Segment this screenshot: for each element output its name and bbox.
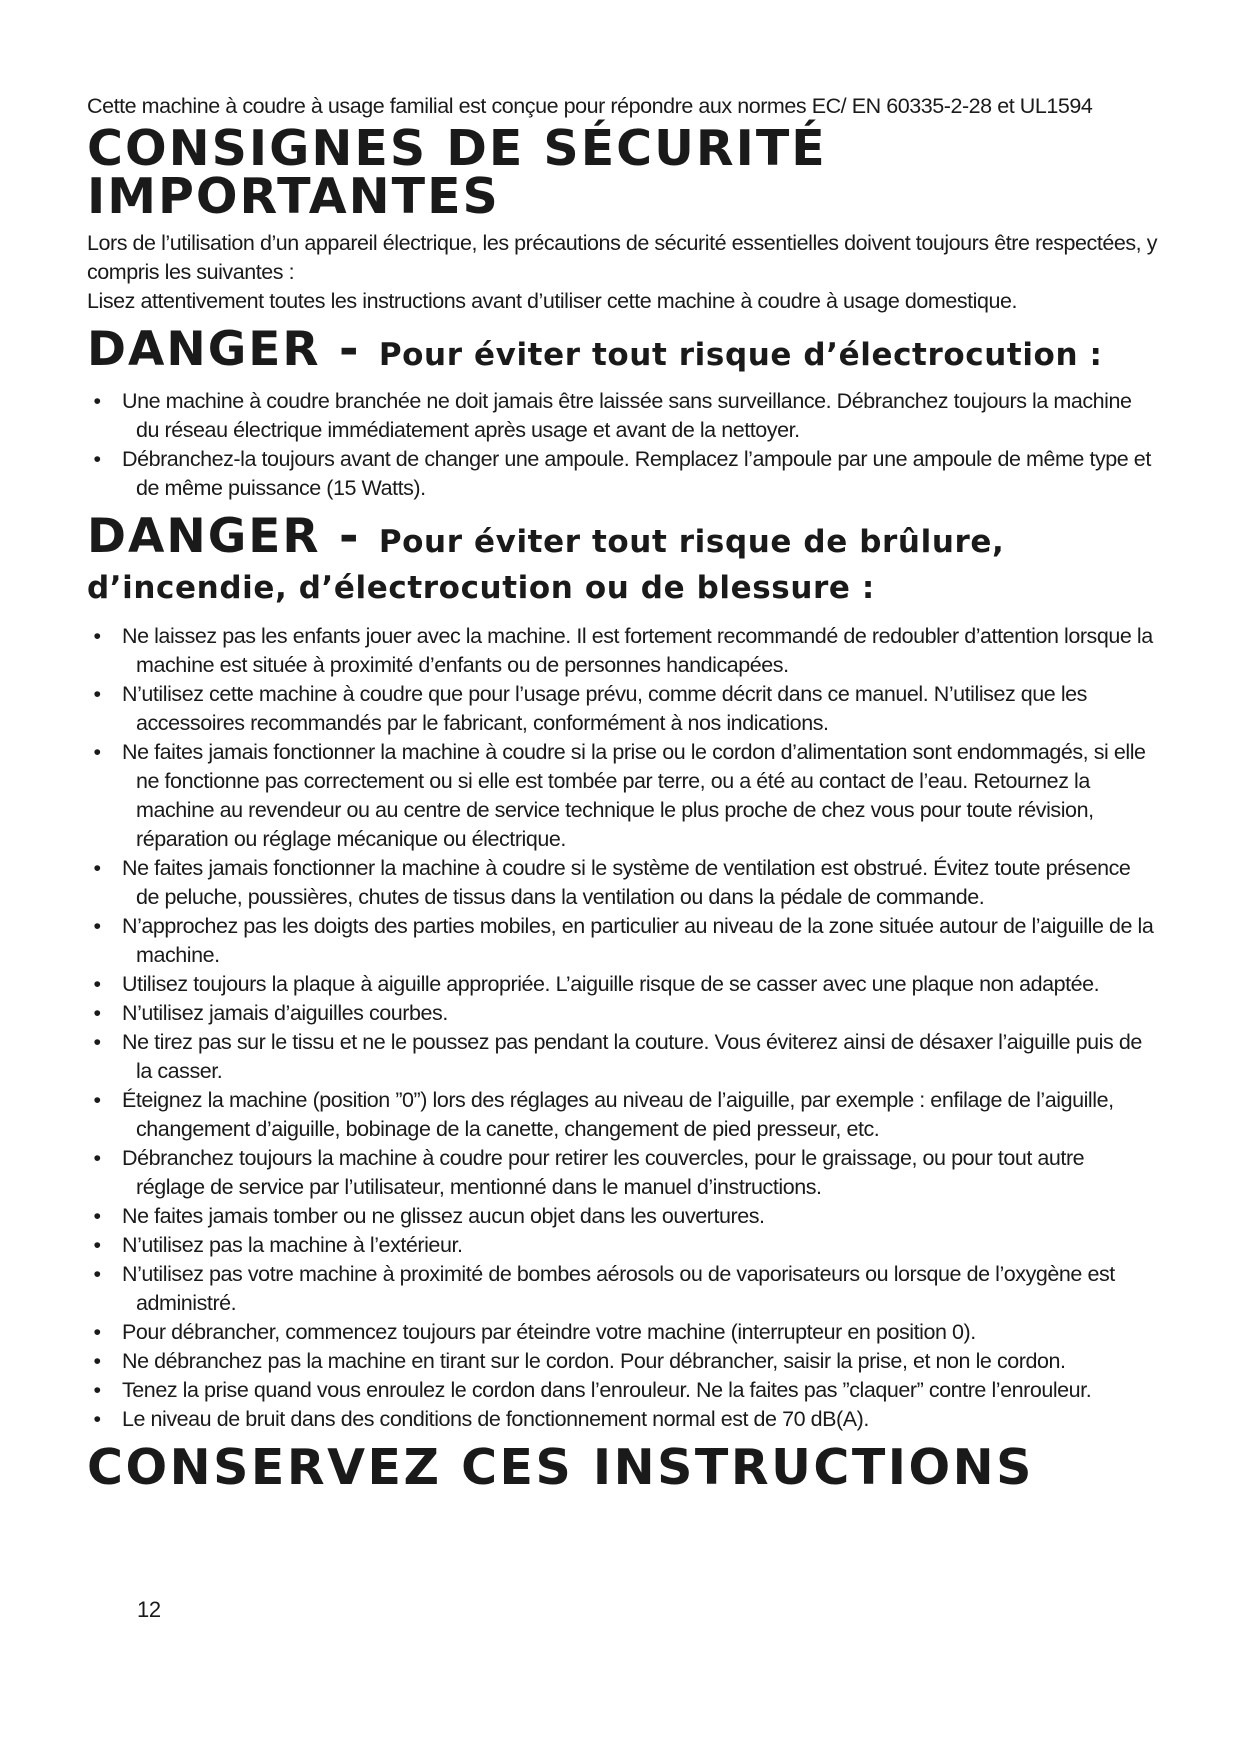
list-item: • N’approchez pas les doigts des parties mobiles, en particulier au niveau de la zone située autour de l’aiguille de la machine. — [87, 912, 1157, 970]
list-item: • Le niveau de bruit dans des conditions de fonctionnement normal est de 70 dB(A). — [87, 1405, 1157, 1434]
bullet-icon: • — [93, 1204, 101, 1228]
list-item: • Ne faites jamais fonctionner la machine à coudre si la prise ou le cordon d’alimentation sont endommagés, si elle ne fonctionne pas correctement ou si elle est tombée par terre, ou a été au contact de l’eau. Retournez la machine au revendeur ou au centre de service technique le plus proche de chez vous pour toute révision, réparation ou réglage mécanique ou électrique. — [87, 738, 1157, 854]
bullet-icon: • — [93, 1407, 101, 1431]
list-item: • N’utilisez jamais d’aiguilles courbes. — [87, 999, 1157, 1028]
preamble-paragraph: Lors de l’utilisation d’un appareil électrique, les précautions de sécurité essentielles doivent toujours être respectées, y compris les suivantes : — [87, 231, 1158, 284]
document-page — [87, 92, 1157, 1498]
danger-label: DANGER - — [87, 509, 379, 564]
list-item: • Ne laissez pas les enfants jouer avec la machine. Il est fortement recommandé de redoubler d’attention lorsque la machine est située à proximité d’enfants ou de personnes handicapées. — [87, 622, 1157, 680]
page-title-line-2: IMPORTANTES — [87, 168, 500, 225]
list-item: • Débranchez-la toujours avant de changer une ampoule. Remplacez l’ampoule par une ampoule de même type et de même puissance (15 Watts). — [87, 445, 1157, 503]
intro-text: Cette machine à coudre à usage familial est conçue pour répondre aux normes EC/ EN 60335-2-28 et UL1594 — [87, 94, 1093, 118]
bullet-icon: • — [93, 624, 101, 648]
danger-subtitle: Pour éviter tout risque d’électrocution : — [378, 337, 1103, 373]
list-item: • Ne débranchez pas la machine en tirant sur le cordon. Pour débrancher, saisir la prise, et non le cordon. — [87, 1347, 1157, 1376]
bullet-icon: • — [93, 856, 101, 880]
bullet-icon: • — [93, 682, 101, 706]
bullet-icon: • — [93, 1088, 101, 1112]
list-item: • N’utilisez pas votre machine à proximité de bombes aérosols ou de vaporisateurs ou lorsque de l’oxygène est administré. — [87, 1260, 1157, 1318]
list-item: • N’utilisez pas la machine à l’extérieur. — [87, 1231, 1157, 1260]
list-item: • Ne faites jamais fonctionner la machine à coudre si le système de ventilation est obstrué. Évitez toute présence de peluche, poussières, chutes de tissus dans la ventilation ou dans la pédale de commande. — [87, 854, 1157, 912]
bullet-icon: • — [93, 914, 101, 938]
bullet-icon: • — [93, 447, 101, 471]
closing-heading: CONSERVEZ CES INSTRUCTIONS — [87, 1439, 1034, 1496]
bullet-icon: • — [93, 1001, 101, 1025]
bullet-icon: • — [93, 1349, 101, 1373]
danger-electrocution-list — [87, 387, 1157, 503]
bullet-icon: • — [93, 1320, 101, 1344]
bullet-icon: • — [93, 972, 101, 996]
danger-label: DANGER - — [87, 322, 379, 377]
list-item: • Ne tirez pas sur le tissu et ne le poussez pas pendant la couture. Vous éviterez ainsi de désaxer l’aiguille puis de la casser. — [87, 1028, 1157, 1086]
list-item: • Débranchez toujours la machine à coudre pour retirer les couvercles, pour le graissage, ou pour tout autre réglage de service par l’utilisateur, mentionné dans le manuel d’instructions. — [87, 1144, 1157, 1202]
page-number: 12 — [137, 1597, 161, 1622]
danger-burn-fire-list — [87, 622, 1157, 1434]
bullet-icon: • — [93, 740, 101, 764]
danger-subtitle: Pour éviter tout risque de brûlure, — [378, 524, 1005, 560]
danger-subtitle-continued: d’incendie, d’électrocution ou de blessure : — [87, 570, 875, 606]
list-item: • N’utilisez cette machine à coudre que pour l’usage prévu, comme décrit dans ce manuel. N’utilisez que les accessoires recommandés par le fabricant, conformément à nos indications. — [87, 680, 1157, 738]
page-title — [87, 120, 1157, 225]
bullet-icon: • — [93, 1030, 101, 1054]
danger-heading-electrocution — [87, 324, 1157, 383]
bullet-icon: • — [93, 1146, 101, 1170]
list-item: • Éteignez la machine (position ”0”) lors des réglages au niveau de l’aiguille, par exemple : enfilage de l’aiguille, changement d’aiguille, bobinage de la canette, changement de pied presseur, etc. — [87, 1086, 1157, 1144]
page-title-line-1: CONSIGNES DE SÉCURITÉ — [87, 120, 827, 177]
preamble-paragraph: Lisez attentivement toutes les instructions avant d’utiliser cette machine à coudre à usage domestique. — [87, 289, 1018, 313]
bullet-icon: • — [93, 389, 101, 413]
bullet-icon: • — [93, 1378, 101, 1402]
list-item: • Tenez la prise quand vous enroulez le cordon dans l’enrouleur. Ne la faites pas ”claquer” contre l’enrouleur. — [87, 1376, 1157, 1405]
danger-heading-burn-fire — [87, 511, 1157, 608]
list-item: • Pour débrancher, commencez toujours par éteindre votre machine (interrupteur en position 0). — [87, 1318, 1157, 1347]
list-item: • Ne faites jamais tomber ou ne glissez aucun objet dans les ouvertures. — [87, 1202, 1157, 1231]
bullet-icon: • — [93, 1262, 101, 1286]
bullet-icon: • — [93, 1233, 101, 1257]
list-item: • Utilisez toujours la plaque à aiguille appropriée. L’aiguille risque de se casser avec une plaque non adaptée. — [87, 970, 1157, 999]
list-item: • Une machine à coudre branchée ne doit jamais être laissée sans surveillance. Débranchez toujours la machine du réseau électrique immédiatement après usage et avant de la nettoyer. — [87, 387, 1157, 445]
